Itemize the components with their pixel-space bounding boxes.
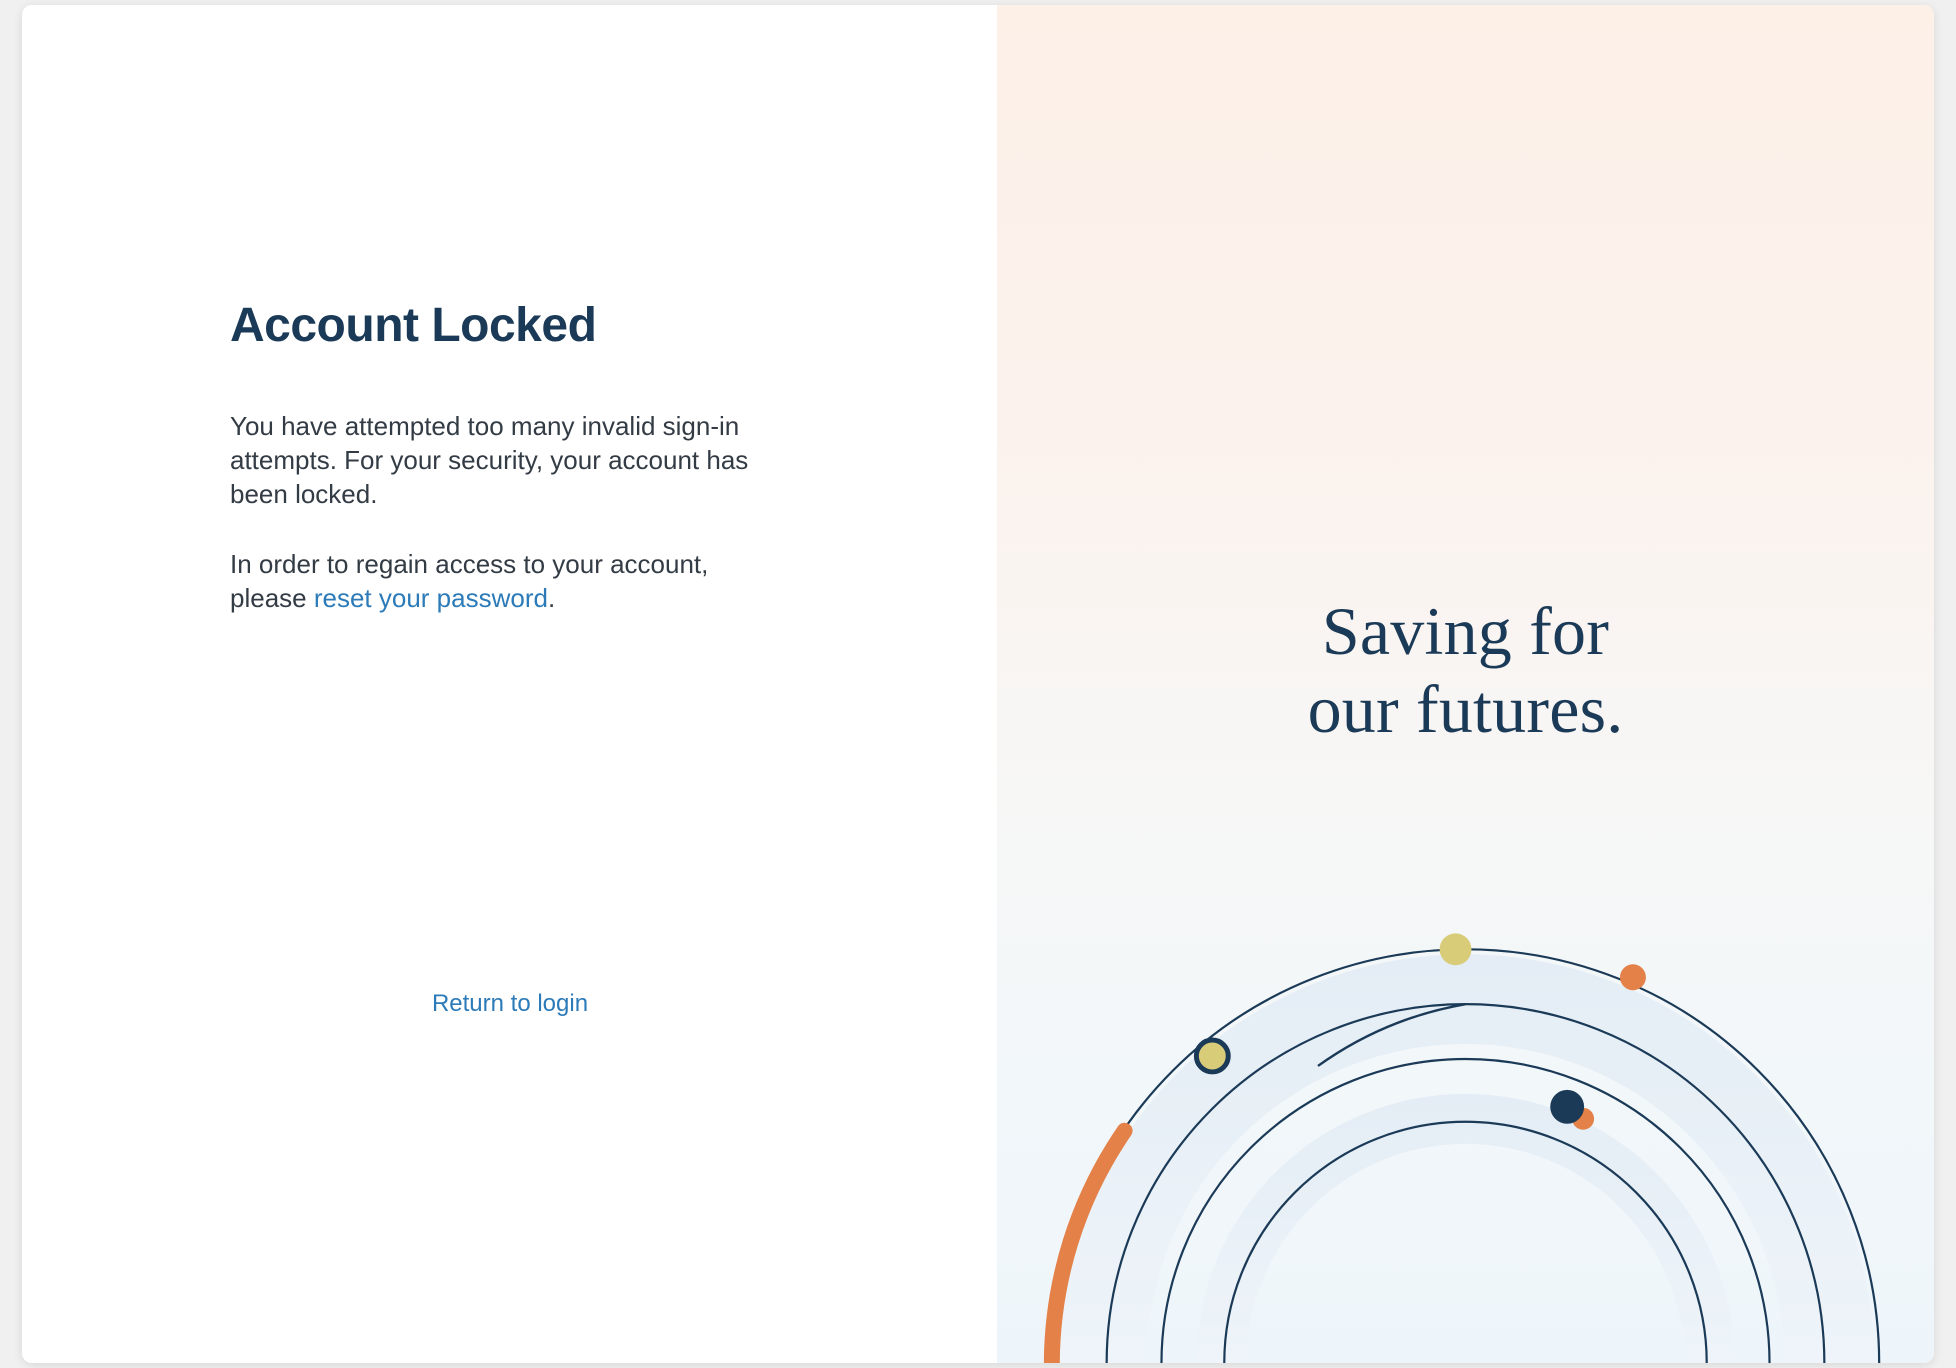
dot-gold-top — [1440, 933, 1472, 965]
hero-tagline — [997, 593, 1934, 748]
message-block — [230, 300, 790, 615]
auth-card — [22, 5, 1934, 1363]
return-to-login-wrap — [230, 990, 790, 1018]
recovery-instructions — [230, 547, 770, 615]
reset-password-link[interactable]: reset your password — [313, 582, 548, 613]
hero-tagline-line-2: our futures. — [1307, 670, 1624, 747]
dot-orange-right — [1620, 964, 1646, 990]
ring-band-fill-inner — [1196, 1094, 1734, 1363]
lockout-description: You have attempted too many invalid sign-in attempts. For your security, your account has been locked. — [230, 410, 749, 509]
left-content-pane — [22, 5, 997, 1363]
page-title: Account Locked — [230, 299, 597, 352]
dot-navy-right — [1550, 1090, 1584, 1124]
ring-band-fill — [1057, 954, 1874, 1363]
orbit-rings-illustration — [997, 803, 1934, 1363]
brand-illustration-pane — [997, 5, 1934, 1363]
hero-tagline-line-1: Saving for — [1321, 593, 1610, 669]
dot-gold-outlined-left — [1196, 1040, 1228, 1072]
recovery-instructions-prefix: In order to regain access to your account, please — [230, 548, 709, 613]
recovery-instructions-suffix: . — [547, 582, 556, 613]
return-to-login-link[interactable]: Return to login — [431, 990, 589, 1017]
